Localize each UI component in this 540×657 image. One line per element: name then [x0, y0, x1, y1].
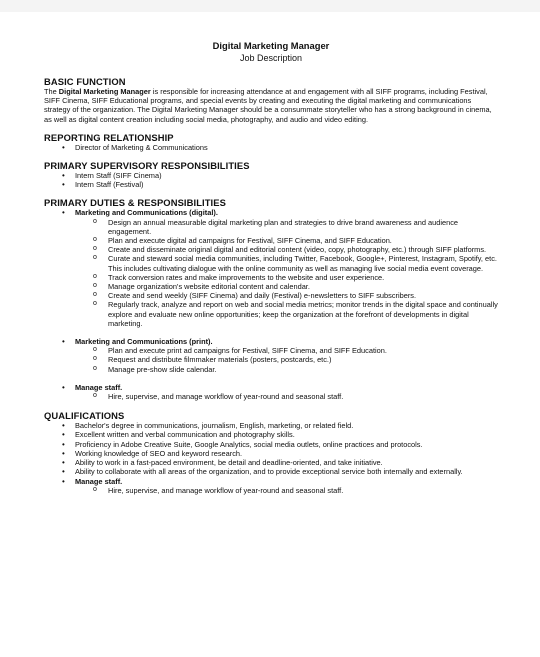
list-item: o Hire, supervise, and manage workflow of year-round and seasonal staff.	[93, 486, 498, 495]
duty-sublist	[75, 218, 498, 328]
qualifications-heading: QUALIFICATIONS	[44, 410, 125, 422]
list-item: o Create and send weekly (SIFF Cinema) and daily (Festival) e-newsletters to SIFF subscribers.	[93, 291, 498, 300]
intro-role: Digital Marketing Manager	[58, 87, 151, 96]
reporting-heading: REPORTING RELATIONSHIP	[44, 131, 174, 143]
list-item: o Regularly track, analyze and report on web and social media metrics; monitor trends in the digital space and continually explore and evaluate new online opportunities; keep the organization at the forefront of developments in digital marketing.	[93, 300, 498, 328]
duties-list	[44, 208, 498, 401]
list-item: o Design an annual measurable digital marketing plan and strategies to drive brand awareness and audience engagement.	[93, 218, 498, 236]
basic-function-paragraph	[44, 87, 498, 124]
list-item: • Ability to work in a fast-paced environment, be detail and deadline-oriented, and take initiative.	[62, 458, 498, 467]
list-item: • Working knowledge of SEO and keyword research.	[62, 449, 498, 458]
list-item: o Plan and execute digital ad campaigns for Festival, SIFF Cinema, and SIFF Education.	[93, 236, 498, 245]
list-item: • Ability to collaborate with all areas of the organization, and to provide exceptional service both internally and externally.	[62, 467, 498, 476]
manage-staff-title: Manage staff.	[75, 476, 123, 486]
duty-group-title: Marketing and Communications (digital).	[75, 208, 218, 218]
list-item: o Track conversion rates and make improvements to the website and user experience.	[93, 273, 498, 282]
duty-sublist	[75, 346, 498, 374]
qualifications-list	[44, 421, 498, 476]
intro-pre: The	[44, 87, 59, 96]
list-item: o Plan and execute print ad campaigns for Festival, SIFF Cinema, and SIFF Education.	[93, 346, 498, 355]
list-item: o Create and disseminate original digital and editorial content (video, copy, photography, etc.) through SIFF platforms.	[93, 245, 498, 254]
duties-heading: PRIMARY DUTIES & RESPONSIBILITIES	[44, 197, 226, 209]
list-item: • Director of Marketing & Communications	[62, 143, 498, 152]
list-item: • Bachelor's degree in communications, journalism, English, marketing, or related field.	[62, 421, 498, 430]
duty-group-title: Manage staff.	[75, 382, 123, 392]
list-item: o Manage organization's website editorial content and calendar.	[93, 282, 498, 291]
list-item: • Intern Staff (SIFF Cinema)	[62, 171, 498, 180]
list-item: o Curate and steward social media communities, including Twitter, Facebook, Google+, Pinterest, Instagram, Spotify, etc. This includes cultivating dialogue with the online community as well as managing live social media event coverage.	[93, 254, 498, 272]
page-top-band	[0, 0, 540, 12]
duty-group-staff	[62, 383, 498, 401]
list-item: o Request and distribute filmmaker materials (posters, postcards, etc.)	[93, 355, 498, 364]
document-subtitle: Job Description	[239, 53, 303, 63]
duty-group-title: Marketing and Communications (print).	[75, 337, 213, 347]
reporting-list	[44, 143, 498, 152]
job-description	[44, 40, 498, 495]
list-item: • Excellent written and verbal communication and photography skills.	[62, 430, 498, 439]
manage-staff-group	[62, 477, 498, 495]
list-item: • Intern Staff (Festival)	[62, 180, 498, 189]
duty-group-print	[62, 337, 498, 374]
list-item: o Manage pre-show slide calendar.	[93, 365, 498, 374]
supervisory-list	[44, 171, 498, 189]
intro-body: is responsible for increasing attendance at and engagement with all SIFF programs, including Festival, SIFF Cinema, SIFF Educational programs, and special events by creating and executing the digital marketing and communications strategy of the organization. The Digital Marketing Manager should be a consummate storyteller who has a strong background in cinema, as well as digital content creation including social media, photography, and audio and video editing.	[44, 87, 492, 124]
document-title: Digital Marketing Manager	[212, 40, 330, 51]
manage-staff-sublist	[75, 486, 498, 495]
list-item: • Proficiency in Adobe Creative Suite, Google Analytics, social media outlets, online practices and protocols.	[62, 440, 498, 449]
duty-group-digital	[62, 208, 498, 328]
qualifications-manage-list	[44, 477, 498, 495]
basic-function-heading: BASIC FUNCTION	[44, 76, 126, 87]
supervisory-heading: PRIMARY SUPERVISORY RESPONSIBILITIES	[44, 160, 250, 172]
duty-sublist	[75, 392, 498, 401]
list-item: o Hire, supervise, and manage workflow of year-round and seasonal staff.	[93, 392, 498, 401]
